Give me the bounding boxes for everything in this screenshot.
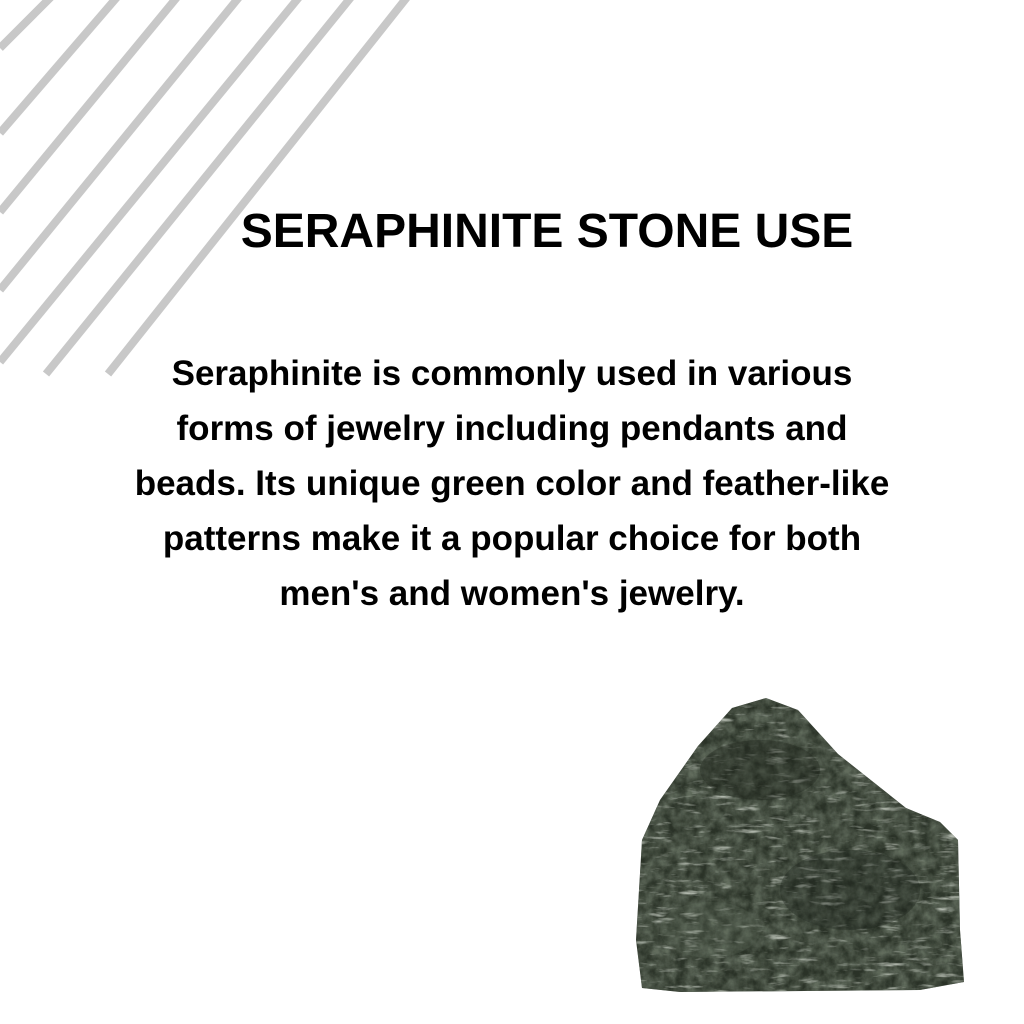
seraphinite-stone-image	[620, 690, 970, 1000]
diagonal-stripes-decoration	[0, 0, 420, 380]
page-title: SERAPHINITE STONE USE	[240, 205, 854, 258]
description-paragraph: Seraphinite is commonly used in various forms of jewelry including pendants and beads. Its unique green color and feather-like patterns make it a popular choice for both men's and women's jewelry.	[134, 354, 890, 613]
